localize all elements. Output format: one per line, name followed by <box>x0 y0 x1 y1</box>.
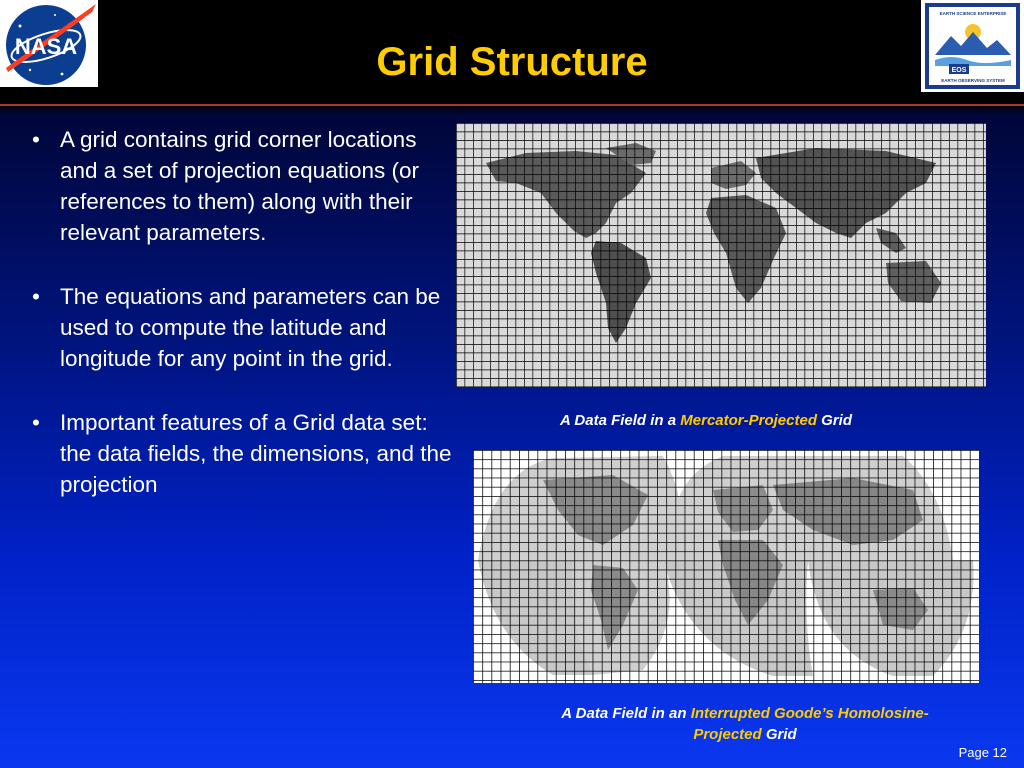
bullet-list <box>32 124 452 533</box>
goode-homolosine-grid-map <box>473 450 979 683</box>
mercator-grid-map <box>456 123 986 387</box>
goode-caption: A Data Field in an Interrupted Goode’s Homolosine-Projected Grid <box>561 705 929 743</box>
bullet-item: • A grid contains grid corner locations and a set of projection equations (or references to them) along with their relevant parameters. <box>32 124 452 248</box>
slide-title: Grid Structure <box>376 40 648 84</box>
header-divider <box>0 104 1024 106</box>
svg-text:NASA: NASA <box>14 34 78 59</box>
caption-highlight: Mercator-Projected <box>680 412 817 429</box>
mercator-caption: A Data Field in a Mercator-Projected Grid <box>559 412 853 429</box>
bullet-item: • The equations and parameters can be used to compute the latitude and longitude for any point in the grid. <box>32 281 452 374</box>
bullet-item: • Important features of a Grid data set: the data fields, the dimensions, and the projection <box>32 407 452 500</box>
svg-text:EARTH OBSERVING SYSTEM: EARTH OBSERVING SYSTEM <box>941 78 1005 83</box>
svg-text:EOS: EOS <box>951 67 967 74</box>
page-number: Page 12 <box>958 745 1007 760</box>
svg-text:EARTH SCIENCE ENTERPRISE: EARTH SCIENCE ENTERPRISE <box>939 11 1007 16</box>
caption-highlight: Interrupted Goode’s Homolosine-Projected <box>690 705 929 743</box>
